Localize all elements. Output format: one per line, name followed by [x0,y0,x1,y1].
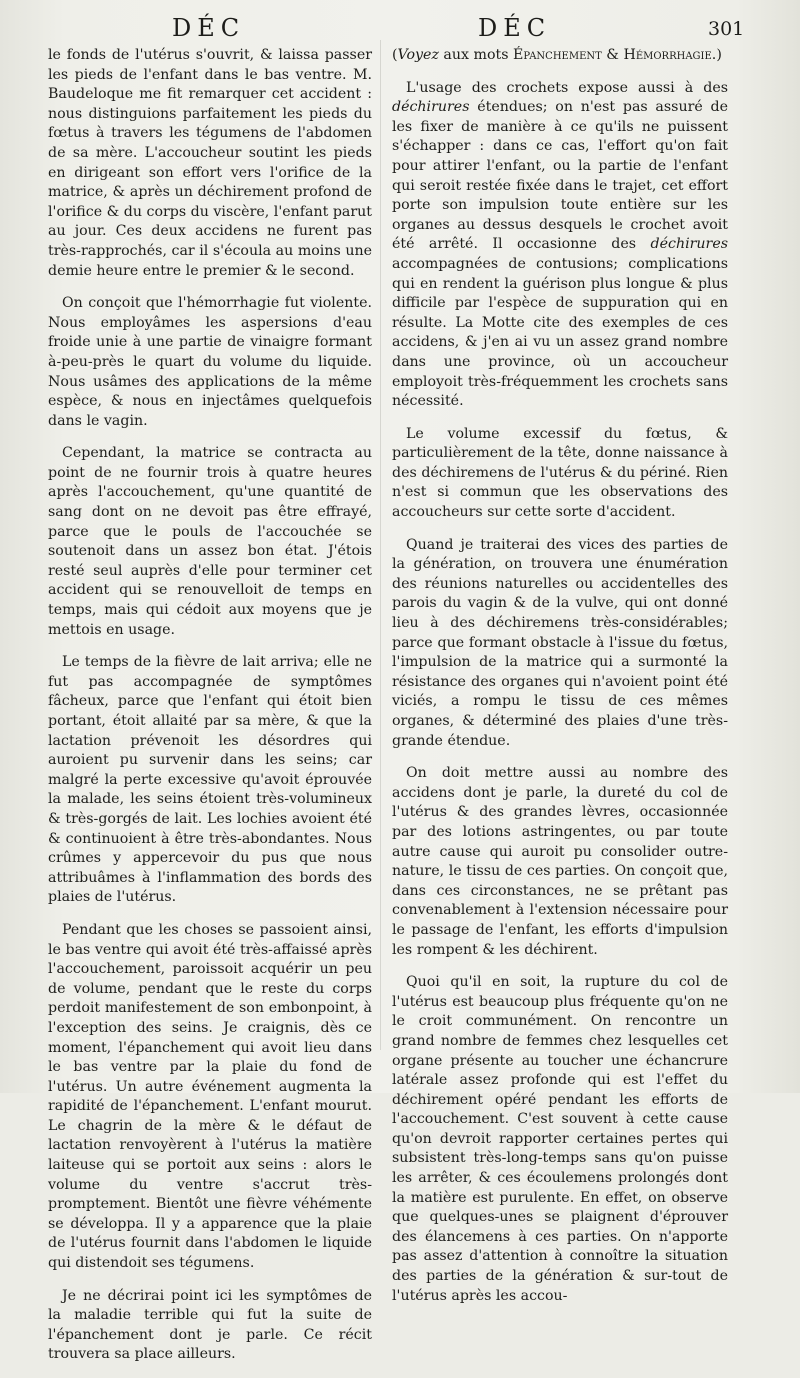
right-column [392,46,728,1319]
italic-term: déchirures [650,236,728,253]
running-title-right: DÉC [478,14,552,42]
page-number: 301 [708,18,745,40]
paragraph: Cependant, la matrice se contracta au point de ne fournir trois à quatre heures après l'accouchement, qu'une quantité de sang dont on ne devoit pas être effrayé, parce que le pouls de l'accouchée se soutenoit dans un assez bon état. J'étois resté seul auprès d'elle pour terminer cet accident qui se renouvelloit de temps en temps, mais qui cédoit aux moyens que je mettois en usage. [48,445,372,638]
close-paren: ) [716,47,722,63]
paragraph: Je ne décrirai point ici les symptômes de la maladie terrible qui fut la suite de l'épanchement dont je parle. Ce récit trouvera sa place ailleurs. [48,1287,372,1363]
paragraph: Quoi qu'il en soit, la rupture du col de l'utérus est beaucoup plus fréquente qu'on ne le croit communément. On rencontre un grand nombre de femmes chez lesquelles cet organe présente au toucher une échancrure latérale assez profonde qui est l'effet du déchirement opéré pendant les efforts de l'accouchement. C'est souvent à cette cause qu'on devroit rapporter certaines pertes qui subsistent très-long-temps sans qu'on puisse les arrêter, & ces écoulemens prolongés dont la matière est purulente. En effet, on observe que quelques-unes se plaignent d'éprouver des élancemens à ces parties. On n'apporte pas assez d'attention à connoître la situation des parties de la génération & sur-tout de l'utérus après les accou- [392,974,728,1304]
paragraph: Quand je traiterai des vices des parties de la génération, on trouvera une énumération des réunions naturelles ou accidentelles des parois du vagin & de la vulve, qui ont donné lieu à des déchiremens très-considérables; parce que formant obstacle à l'issue du fœtus, l'impulsion de la matrice qui a surmonté la résistance des organes qui n'avoient point été viciés, a rompu le tissu de ces mêmes organes, & déterminé des plaies d'une très-grande étendue. [392,536,728,749]
paragraph-text: étendues; on n'est pas assuré de les fixer de manière à ce qu'ils ne puissent s'échapper : dans ce cas, l'effort qu'on fait pour attirer l'enfant, ou la partie de l'enfant qui seroit restée fixée dans le trajet, cet effort porte son impulsion toute entière sur les organes au dessus desquels le crochet avoit été arrêté. Il occasionne des [392,99,728,253]
paragraph-text: accompagnées de contusions; complications qui en rendent la guérison plus longue & plus difficile par l'espèce de suppuration qui en résulte. La Motte cite des exemples de ces accidens, & j'en ai vu un assez grand nombre dans une province, où un accoucheur employoit très-fréquemment les crochets sans nécessité. [392,255,728,410]
paragraph: Le volume excessif du fœtus, & particulièrement de la tête, donne naissance à des déchiremens de l'utérus & du périné. Rien n'est si commun que les observations des accoucheurs sur cette sorte d'accident. [392,425,728,521]
paragraph: le fonds de l'utérus s'ouvrit, & laissa passer les pieds de l'enfant dans le bas ventre. M. Baudeloque me fit remarquer cet accident : nous distinguions parfaitement les pieds du fœtus à travers les tégumens de l'abdomen de sa mère. L'accoucheur soutint les pieds en dirigeant son effort vers l'orifice de la matrice, & après un déchirement profond de l'orifice & du corps du viscère, l'enfant parut au jour. Ces deux accidens ne furent pas très-rapprochés, car il s'écoula au moins une demie heure entre le premier & le second. [48,47,372,279]
paragraph: On conçoit que l'hémorrhagie fut violente. Nous employâmes les aspersions d'eau froide unie à une partie de vinaigre formant à-peu-près le quart du volume du liquide. Nous usâmes des applications de la même espèce, & nous en injectâmes quelquefois dans le vagin. [48,295,372,429]
paragraph: Pendant que les choses se passoient ainsi, le bas ventre qui avoit été très-affaissé après l'accouchement, paroissoit acquérir un peu de volume, pendant que le reste du corps perdoit manifestement de son embonpoint, à l'exception des seins. Je craignis, dès ce moment, l'épanchement qui avoit lieu dans le bas ventre par la plaie du fond de l'utérus. Un autre événement augmenta la rapidité de l'épanchement. L'enfant mourut. Le chagrin de la mère & le défaut de lactation renvoyèrent à l'utérus la matière laiteuse qui se portoit aux seins : alors le volume du ventre s'accrut très-promptement. Bientôt une fièvre véhémente se développa. Il y a apparence que la plaie de l'utérus fournit dans l'abdomen le liquide qui distendoit ses tégumens. [48,921,372,1272]
paragraph: Le temps de la fièvre de lait arriva; elle ne fut pas accompagnée de symptômes fâcheux, parce que l'enfant qui étoit bien portant, étoit allaité par sa mère, & que la lactation prévenoit les désordres qui auroient pu survenir dans les seins; car malgré la perte excessive qu'avoit éprouvée la malade, les seins étoient très-volumineux & très-gorgés de lait. Les lochies avoient été & continuoient à être très-abondantes. Nous crûmes y appercevoir du pus que nous attribuâmes à l'inflammation des bords des plaies de l'utérus. [48,654,372,906]
paragraph: On doit mettre aussi au nombre des accidens dont je parle, la dureté du col de l'utérus & des grandes lèvres, occasionnée par des lotions astringentes, ou par toute autre cause qui auroit pu consolider outre-nature, le tissu de ces parties. On conçoit que, dans ces circonstances, ne se prêtant pas convenablement à l'extension nécessaire pour le passage de l'enfant, les efforts d'impulsion les rompent & les déchirent. [392,765,728,958]
cross-reference-text: aux mots [438,47,514,63]
paragraph-text: L'usage des crochets expose aussi à des [406,79,728,96]
left-column [48,46,372,1378]
voyez-label: Voyez [397,47,439,63]
running-title-left: DÉC [172,14,246,42]
column-gutter [380,40,381,1050]
open-paren: ( [392,47,398,63]
cross-reference-terms: Épanchement & Hémorrhagie. [513,47,717,63]
italic-term: déchirures [392,99,470,116]
paragraph [392,79,728,412]
cross-reference [392,46,728,66]
